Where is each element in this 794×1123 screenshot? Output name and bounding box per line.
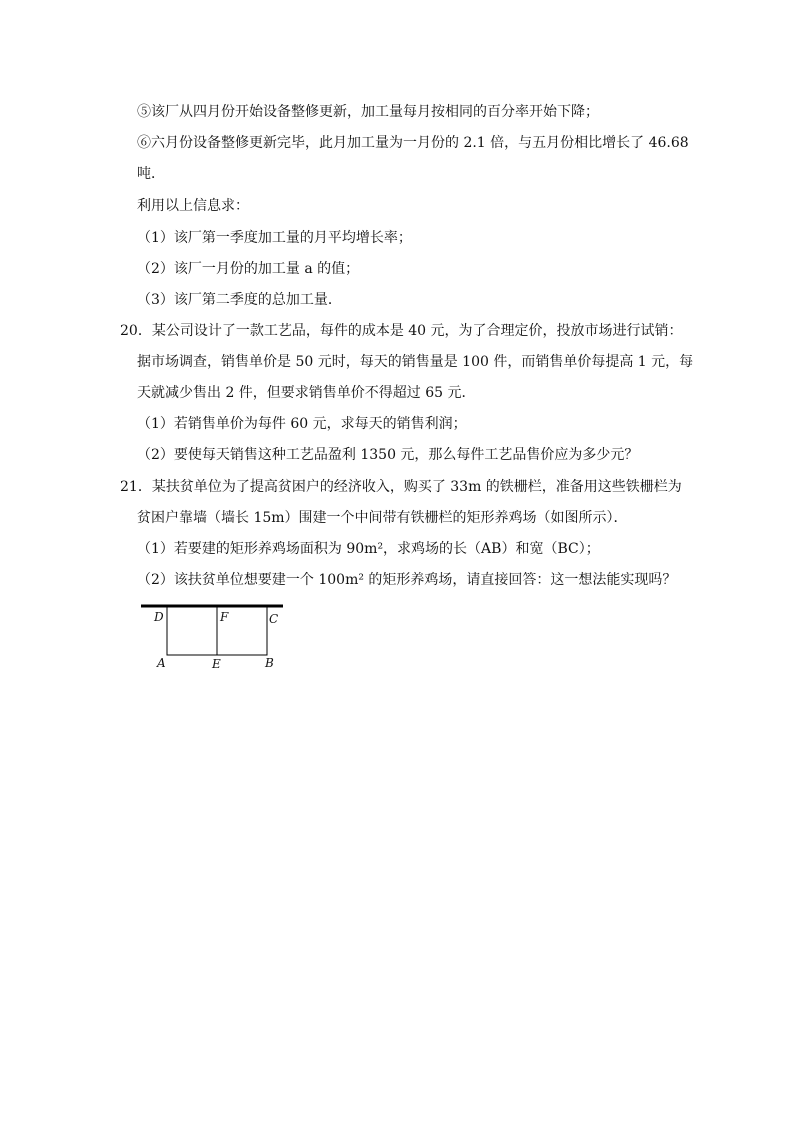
- text-line-condition-6-cont: 吨．: [137, 166, 165, 182]
- text-line-q21-part2: （2）该扶贫单位想要建一个 100m² 的矩形养鸡场，请直接回答：这一想法能实现吗？: [137, 572, 677, 588]
- label-D: D: [154, 610, 164, 624]
- text-line-instruction: 利用以上信息求：: [137, 198, 249, 214]
- text-line-q20-part1: （1）若销售单价为每件 60 元，求每天的销售利润；: [137, 416, 467, 432]
- text-line-condition-5: ⑤该厂从四月份开始设备整修更新，加工量每月按相同的百分率开始下降；: [137, 104, 599, 120]
- text-line-q21-part1: （1）若要建的矩形养鸡场面积为 90m²，求鸡场的长（AB）和宽（BC）；: [137, 541, 600, 557]
- text-line-q20-part2: （2）要使每天销售这种工艺品盈利 1350 元，那么每件工艺品售价应为多少元？: [137, 447, 639, 463]
- label-B: B: [265, 656, 274, 670]
- label-C: C: [269, 612, 279, 626]
- text-line-q20-stem-2: 据市场调查，销售单价是 50 元时，每天的销售量是 100 件，而销售单价每提高 1 元，每: [137, 354, 694, 370]
- label-A: A: [157, 656, 166, 670]
- chicken-coop-figure: [138, 598, 288, 672]
- text-line-q19-part2: （2）该厂一月份的加工量 a 的值；: [137, 261, 360, 277]
- figure-svg: [138, 598, 288, 672]
- label-F: F: [220, 610, 229, 624]
- text-line-q20-stem-3: 天就减少售出 2 件，但要求销售单价不得超过 65 元．: [137, 385, 476, 401]
- text-line-q19-part3: （3）该厂第二季度的总加工量．: [137, 292, 342, 308]
- label-E: E: [212, 657, 221, 671]
- text-line-q20-stem: 20．某公司设计了一款工艺品，每件的成本是 40 元，为了合理定价，投放市场进行试销：: [120, 323, 683, 339]
- text-line-q19-part1: （1）该厂第一季度加工量的月平均增长率；: [137, 230, 412, 246]
- text-line-q21-stem: 21．某扶贫单位为了提高贫困户的经济收入，购买了 33m 的铁栅栏，准备用这些铁栅栏为: [120, 479, 682, 495]
- text-line-q21-stem-2: 贫困户靠墙（墙长 15m）围建一个中间带有铁栅栏的矩形养鸡场（如图所示）．: [137, 510, 628, 526]
- text-line-condition-6: ⑥六月份设备整修更新完毕，此月加工量为一月份的 2.1 倍，与五月份相比增长了 46.68: [137, 135, 689, 151]
